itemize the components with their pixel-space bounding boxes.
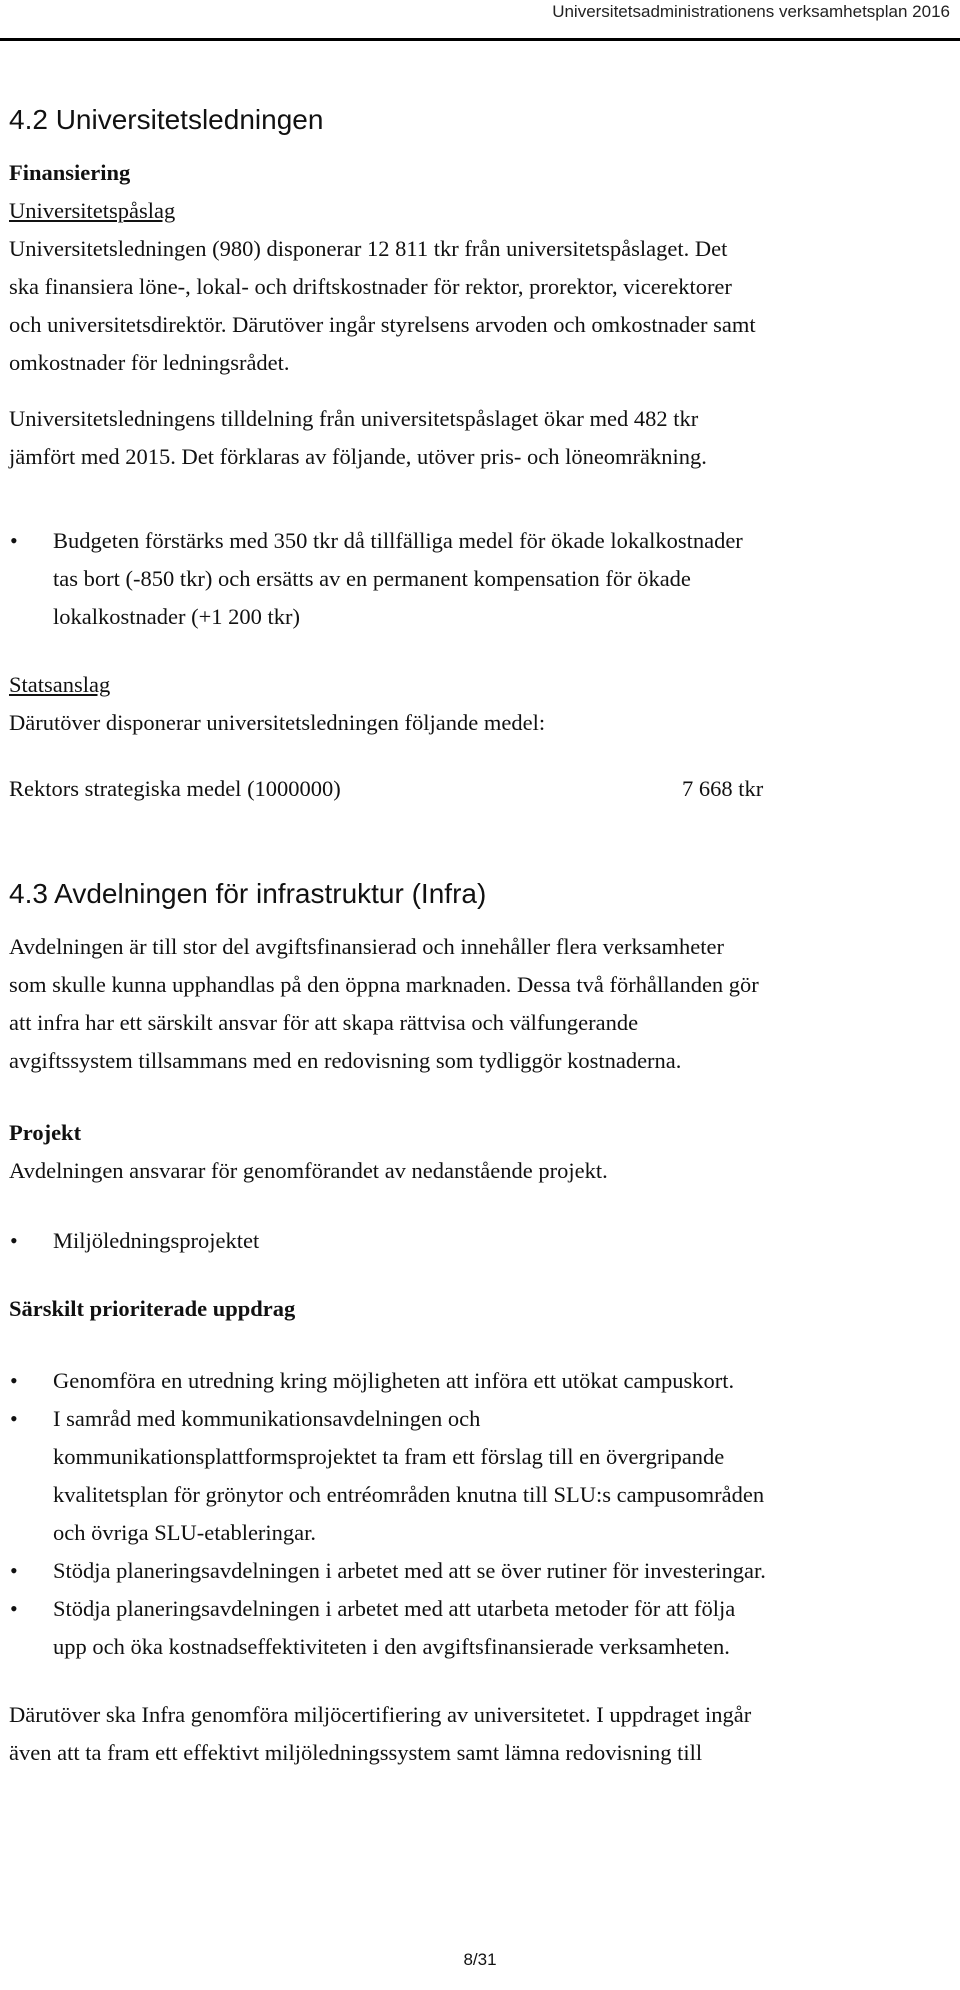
list-item: [9, 522, 954, 636]
projekt-text: Avdelningen ansvarar för genomförandet av nedanstående projekt.: [9, 1158, 608, 1183]
list-item-text: [53, 1362, 954, 1400]
text-line: och övriga SLU-etableringar.: [53, 1520, 317, 1545]
text-line: Stödja planeringsavdelningen i arbetet med att utarbeta metoder för att följa: [53, 1596, 736, 1621]
text-line: ska finansiera löne-, lokal- och driftskostnader för rektor, prorektor, vicerektorer: [9, 274, 732, 299]
paragraph-miljocertifiering: [9, 1696, 954, 1772]
statsanslag-text: Därutöver disponerar universitetsledningen följande medel:: [9, 710, 546, 735]
bullet-icon: •: [10, 1406, 18, 1431]
running-header: Universitetsadministrationens verksamhetsplan 2016: [552, 2, 950, 21]
list-item-text: [53, 1590, 954, 1666]
section-heading-4-3: 4.3 Avdelningen för infrastruktur (Infra): [9, 878, 487, 909]
bullet-icon: •: [10, 1558, 18, 1583]
bullet-icon: •: [10, 1596, 18, 1621]
text-line: kommunikationsplattformsprojektet ta fram ett förslag till en övergripande: [53, 1444, 725, 1469]
text-line: Budgeten förstärks med 350 tkr då tillfälliga medel för ökade lokalkostnader: [53, 528, 743, 553]
statsanslag-subheading: Statsanslag: [9, 672, 111, 697]
text-line: som skulle kunna upphandlas på den öppna marknaden. Dessa två förhållanden gör: [9, 972, 759, 997]
text-line: Stödja planeringsavdelningen i arbetet med att se över rutiner för investeringar.: [53, 1558, 766, 1583]
text-line: och universitetsdirektör. Därutöver ingår styrelsens arvoden och omkostnader samt: [9, 312, 756, 337]
text-line: Universitetsledningen (980) disponerar 12 811 tkr från universitetspåslaget. Det: [9, 236, 728, 261]
text-line: I samråd med kommunikationsavdelningen och: [53, 1406, 481, 1431]
bullet-icon: •: [10, 1368, 18, 1393]
text-line: jämfört med 2015. Det förklaras av följande, utöver pris- och löneomräkning.: [9, 444, 707, 469]
page-number: 8/31: [463, 1950, 497, 1969]
bullet-icon: •: [10, 1228, 18, 1253]
paragraph-infra-intro: [9, 928, 954, 1080]
list-item: [9, 1590, 954, 1666]
finansiering-heading: Finansiering: [9, 160, 131, 185]
list-item: [9, 1552, 954, 1590]
paragraph-allocation-increase: [9, 400, 954, 476]
paragraph-ledning-financing: [9, 230, 954, 382]
projekt-heading: Projekt: [9, 1120, 82, 1145]
row-label: Rektors strategiska medel (1000000): [9, 776, 341, 801]
text-line: Universitetsledningens tilldelning från universitetspåslaget ökar med 482 tkr: [9, 406, 699, 431]
text-line: upp och öka kostnadseffektiviteten i den avgiftsfinansierade verksamheten.: [53, 1634, 730, 1659]
list-item-text: Miljöledningsprojektet: [53, 1228, 260, 1253]
header-rule: [0, 38, 960, 41]
text-line: Avdelningen är till stor del avgiftsfinansierad och innehåller flera verksamheter: [9, 934, 724, 959]
section-heading-4-2: 4.2 Universitetsledningen: [9, 104, 324, 135]
list-item-text: [53, 1400, 954, 1552]
universitetspaslag-subheading: Universitetspåslag: [9, 198, 176, 223]
list-item: [9, 1362, 954, 1400]
strategic-funds-row: [9, 770, 954, 808]
list-item-text: [53, 522, 954, 636]
text-line: även att ta fram ett effektivt miljöledningssystem samt lämna redovisning till: [9, 1740, 703, 1765]
uppdrag-heading: Särskilt prioriterade uppdrag: [9, 1296, 296, 1321]
text-line: avgiftssystem tillsammans med en redovisning som tydliggör kostnaderna.: [9, 1048, 682, 1073]
text-line: omkostnader för ledningsrådet.: [9, 350, 290, 375]
text-line: Genomföra en utredning kring möjligheten att införa ett utökat campuskort.: [53, 1368, 735, 1393]
text-line: att infra har ett särskilt ansvar för att skapa rättvisa och välfungerande: [9, 1010, 639, 1035]
text-line: tas bort (-850 tkr) och ersätts av en permanent kompensation för ökade: [53, 566, 691, 591]
text-line: Därutöver ska Infra genomföra miljöcertifiering av universitetet. I uppdraget ingår: [9, 1702, 752, 1727]
bullet-icon: •: [10, 528, 18, 553]
row-amount: 7 668 tkr: [682, 776, 764, 801]
text-line: lokalkostnader (+1 200 tkr): [53, 604, 301, 629]
list-item-text: [53, 1552, 954, 1590]
text-line: kvalitetsplan för grönytor och entréområden knutna till SLU:s campusområden: [53, 1482, 765, 1507]
list-item: [9, 1400, 954, 1552]
list-item: [9, 1222, 954, 1260]
